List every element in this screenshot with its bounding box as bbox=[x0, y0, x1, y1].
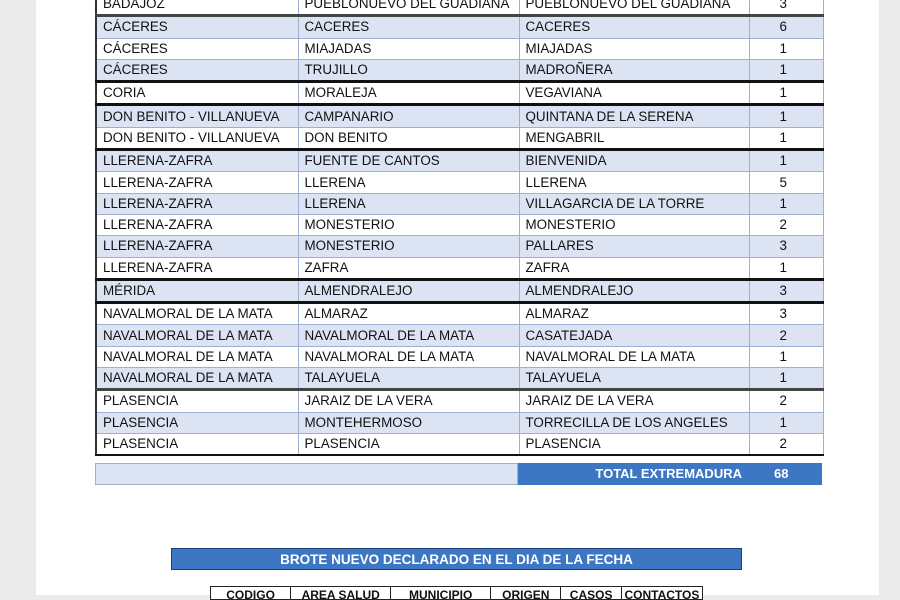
cell-casos: 1 bbox=[749, 412, 823, 433]
cell-area: CORIA bbox=[96, 82, 298, 105]
table-row bbox=[96, 433, 823, 455]
cell-origen: ALMARAZ bbox=[519, 303, 749, 325]
cell-casos: 1 bbox=[749, 127, 823, 149]
cell-area: DON BENITO - VILLANUEVA bbox=[96, 127, 298, 149]
cell-casos: 1 bbox=[749, 105, 823, 127]
cell-casos: 1 bbox=[749, 82, 823, 105]
header-casos: CASOS bbox=[561, 587, 621, 599]
cell-origen: VEGAVIANA bbox=[519, 82, 749, 105]
cell-municipio: ALMARAZ bbox=[298, 303, 519, 325]
cell-municipio: CAMPANARIO bbox=[298, 105, 519, 127]
cell-casos: 3 bbox=[749, 0, 823, 16]
cell-municipio: MORALEJA bbox=[298, 82, 519, 105]
cell-municipio: MIAJADAS bbox=[298, 38, 519, 59]
header-municipio: MUNICIPIO bbox=[391, 587, 491, 599]
cell-area: NAVALMORAL DE LA MATA bbox=[96, 346, 298, 367]
cell-casos: 2 bbox=[749, 390, 823, 412]
cell-casos: 2 bbox=[749, 214, 823, 235]
header-codigo: CODIGO bbox=[211, 587, 291, 599]
table-row bbox=[96, 325, 823, 346]
new-outbreak-title: BROTE NUEVO DECLARADO EN EL DIA DE LA FECHA bbox=[171, 548, 742, 570]
table-row bbox=[96, 279, 823, 302]
table-row bbox=[96, 303, 823, 325]
cell-area: BADAJOZ bbox=[96, 0, 298, 16]
cell-casos: 1 bbox=[749, 346, 823, 367]
cell-casos: 6 bbox=[749, 16, 823, 38]
cell-casos: 5 bbox=[749, 172, 823, 193]
cell-origen: CASATEJADA bbox=[519, 325, 749, 346]
cell-area: DON BENITO - VILLANUEVA bbox=[96, 105, 298, 127]
cell-origen: JARAIZ DE LA VERA bbox=[519, 390, 749, 412]
cell-origen: BIENVENIDA bbox=[519, 150, 749, 172]
cell-area: LLERENA-ZAFRA bbox=[96, 257, 298, 279]
cell-area: LLERENA-ZAFRA bbox=[96, 150, 298, 172]
cell-area: PLASENCIA bbox=[96, 390, 298, 412]
table-row bbox=[96, 82, 823, 105]
cell-area: NAVALMORAL DE LA MATA bbox=[96, 303, 298, 325]
cell-area: CÁCERES bbox=[96, 38, 298, 59]
cell-municipio: MONESTERIO bbox=[298, 236, 519, 257]
cell-origen: PALLARES bbox=[519, 236, 749, 257]
table-row bbox=[96, 346, 823, 367]
header-area-salud: AREA SALUD bbox=[291, 587, 391, 599]
cell-casos: 1 bbox=[749, 368, 823, 390]
table-row bbox=[96, 257, 823, 279]
cell-area: LLERENA-ZAFRA bbox=[96, 172, 298, 193]
cell-origen: NAVALMORAL DE LA MATA bbox=[519, 346, 749, 367]
total-value: 68 bbox=[748, 463, 822, 485]
table-row bbox=[96, 150, 823, 172]
cell-origen: CACERES bbox=[519, 16, 749, 38]
cell-casos: 1 bbox=[749, 257, 823, 279]
header-contactos: CONTACTOS bbox=[624, 588, 700, 599]
cell-origen: PLASENCIA bbox=[519, 433, 749, 455]
cell-origen: TALAYUELA bbox=[519, 368, 749, 390]
cell-municipio: MONESTERIO bbox=[298, 214, 519, 235]
new-outbreak-header-row bbox=[210, 586, 703, 600]
table-row bbox=[96, 214, 823, 235]
cell-origen: QUINTANA DE LA SERENA bbox=[519, 105, 749, 127]
cell-origen: MADROÑERA bbox=[519, 59, 749, 81]
cell-casos: 2 bbox=[749, 433, 823, 455]
cell-origen: MIAJADAS bbox=[519, 38, 749, 59]
cell-area: MÉRIDA bbox=[96, 279, 298, 302]
cell-municipio: TRUJILLO bbox=[298, 59, 519, 81]
cell-municipio: CACERES bbox=[298, 16, 519, 38]
cell-area: LLERENA-ZAFRA bbox=[96, 236, 298, 257]
table-row bbox=[96, 412, 823, 433]
cell-municipio: FUENTE DE CANTOS bbox=[298, 150, 519, 172]
cell-casos: 3 bbox=[749, 303, 823, 325]
cell-area: PLASENCIA bbox=[96, 433, 298, 455]
cell-municipio: PUEBLONUEVO DEL GUADIANA bbox=[298, 0, 519, 16]
total-label: TOTAL EXTREMADURA bbox=[518, 463, 748, 485]
table-row bbox=[96, 127, 823, 149]
table-row bbox=[96, 193, 823, 214]
cell-casos: 3 bbox=[749, 279, 823, 302]
cell-municipio: ZAFRA bbox=[298, 257, 519, 279]
cell-municipio: TALAYUELA bbox=[298, 368, 519, 390]
cell-area: LLERENA-ZAFRA bbox=[96, 193, 298, 214]
cell-municipio: NAVALMORAL DE LA MATA bbox=[298, 325, 519, 346]
cell-casos: 2 bbox=[749, 325, 823, 346]
cell-casos: 1 bbox=[749, 150, 823, 172]
cell-casos: 1 bbox=[749, 193, 823, 214]
outbreak-table bbox=[95, 0, 824, 456]
cell-origen: MENGABRIL bbox=[519, 127, 749, 149]
total-row bbox=[95, 463, 822, 485]
table-row bbox=[96, 16, 823, 38]
cell-area: NAVALMORAL DE LA MATA bbox=[96, 325, 298, 346]
cell-origen: MONESTERIO bbox=[519, 214, 749, 235]
cell-municipio: NAVALMORAL DE LA MATA bbox=[298, 346, 519, 367]
cell-origen: ALMENDRALEJO bbox=[519, 279, 749, 302]
table-row bbox=[96, 105, 823, 127]
header-origen: ORIGEN bbox=[491, 587, 561, 599]
cell-origen: VILLAGARCIA DE LA TORRE bbox=[519, 193, 749, 214]
cell-origen: TORRECILLA DE LOS ANGELES bbox=[519, 412, 749, 433]
cell-area: CÁCERES bbox=[96, 16, 298, 38]
table-row bbox=[96, 172, 823, 193]
cell-casos: 1 bbox=[749, 38, 823, 59]
table-row bbox=[96, 0, 823, 16]
cell-municipio: ALMENDRALEJO bbox=[298, 279, 519, 302]
cell-area: NAVALMORAL DE LA MATA bbox=[96, 368, 298, 390]
table-row bbox=[96, 38, 823, 59]
cell-casos: 3 bbox=[749, 236, 823, 257]
cell-origen: ZAFRA bbox=[519, 257, 749, 279]
cell-municipio: PLASENCIA bbox=[298, 433, 519, 455]
cell-origen: LLERENA bbox=[519, 172, 749, 193]
cell-origen: PUEBLONUEVO DEL GUADIANA bbox=[519, 0, 749, 16]
table-row bbox=[96, 59, 823, 81]
cell-area: PLASENCIA bbox=[96, 412, 298, 433]
cell-municipio: LLERENA bbox=[298, 193, 519, 214]
table-row bbox=[96, 368, 823, 390]
table-row bbox=[96, 236, 823, 257]
cell-municipio: JARAIZ DE LA VERA bbox=[298, 390, 519, 412]
cell-municipio: LLERENA bbox=[298, 172, 519, 193]
cell-casos: 1 bbox=[749, 59, 823, 81]
total-blank-cell bbox=[95, 463, 518, 485]
cell-municipio: MONTEHERMOSO bbox=[298, 412, 519, 433]
cell-area: CÁCERES bbox=[96, 59, 298, 81]
cell-area: LLERENA-ZAFRA bbox=[96, 214, 298, 235]
cell-municipio: DON BENITO bbox=[298, 127, 519, 149]
table-row bbox=[96, 390, 823, 412]
